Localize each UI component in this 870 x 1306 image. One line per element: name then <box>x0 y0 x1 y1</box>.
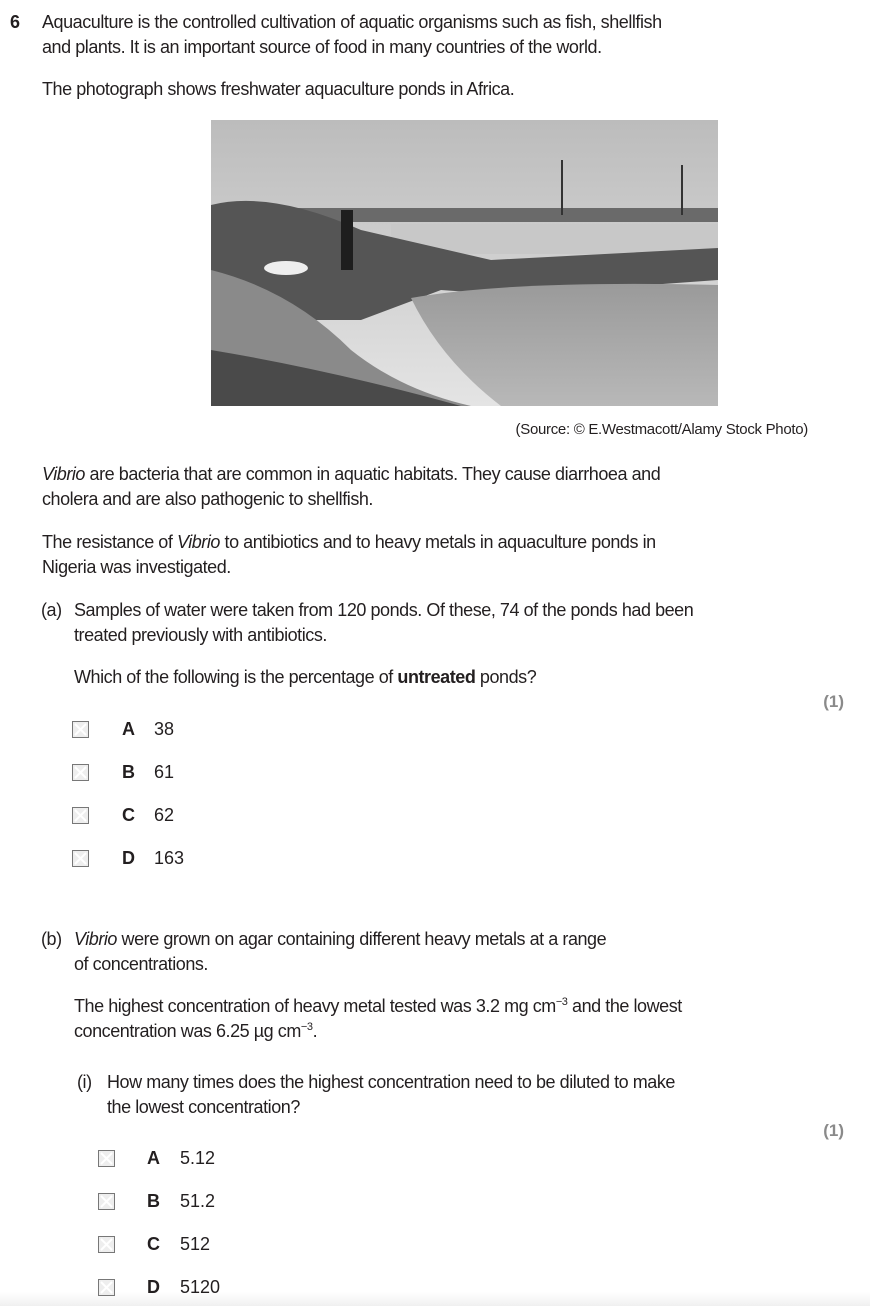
answer-option-d[interactable] <box>0 1275 400 1300</box>
answer-option-a[interactable] <box>0 717 400 742</box>
resistance-para-line-2: Nigeria was investigated. <box>42 557 231 577</box>
answer-checkbox[interactable] <box>98 1236 115 1253</box>
option-value: 163 <box>154 848 185 868</box>
sub-i-line-1: How many times does the highest concentration need to be diluted to make <box>107 1072 675 1092</box>
photo-intro: The photograph shows freshwater aquaculture ponds in Africa. <box>42 79 515 99</box>
answer-option-a[interactable] <box>0 1146 400 1171</box>
option-value: 62 <box>154 805 175 825</box>
cross-box-icon <box>73 722 88 737</box>
part-a-line-2: treated previously with antibiotics. <box>74 625 327 645</box>
option-value: 51.2 <box>180 1191 216 1211</box>
answer-option-c[interactable] <box>0 1232 400 1257</box>
option-letter: D <box>122 848 135 868</box>
part-a-marks: (1) <box>823 692 844 711</box>
part-b-label: (b) <box>41 929 62 949</box>
part-a-line-1: Samples of water were taken from 120 ponds. Of these, 74 of the ponds had been <box>74 600 694 620</box>
option-value: 5.12 <box>180 1148 216 1168</box>
cross-box-icon <box>99 1151 114 1166</box>
concentration-line-1: The highest concentration of heavy metal tested was 3.2 mg $cm^{-3}$ and the lowest <box>74 996 682 1016</box>
answer-checkbox[interactable] <box>72 850 89 867</box>
vibrio-para-line-2: cholera and are also pathogenic to shellfish. <box>42 489 373 509</box>
question-number: 6 <box>10 12 21 32</box>
part-a-question: Which of the following is the percentage of untreated ponds? <box>74 667 537 687</box>
option-letter: B <box>122 762 135 782</box>
intro-line-1: Aquaculture is the controlled cultivation of aquatic organisms such as fish, shellfish <box>42 12 662 32</box>
option-letter: C <box>122 805 135 825</box>
cross-box-icon <box>73 808 88 823</box>
part-a-label: (a) <box>41 600 62 620</box>
resistance-para-line-1: The resistance of Vibrio to antibiotics and to heavy metals in aquaculture ponds in <box>42 532 656 552</box>
answer-option-d[interactable] <box>0 846 400 871</box>
cross-box-icon <box>73 765 88 780</box>
cross-box-icon <box>99 1280 114 1295</box>
option-letter: C <box>147 1234 160 1254</box>
part-b-line-2: of concentrations. <box>74 954 208 974</box>
answer-option-c[interactable] <box>0 803 400 828</box>
vibrio-para-line-1: Vibrio are bacteria that are common in aquatic habitats. They cause diarrhoea and <box>42 464 661 484</box>
option-letter: A <box>122 719 135 739</box>
answer-option-b[interactable] <box>0 1189 400 1214</box>
answer-checkbox[interactable] <box>98 1279 115 1296</box>
option-value: 5120 <box>180 1277 221 1297</box>
answer-checkbox[interactable] <box>72 721 89 738</box>
option-value: 38 <box>154 719 175 739</box>
photo-source-credit: (Source: © E.Westmacott/Alamy Stock Photo) <box>515 421 808 438</box>
sub-i-marks: (1) <box>823 1121 844 1140</box>
option-letter: D <box>147 1277 160 1297</box>
cross-box-icon <box>99 1194 114 1209</box>
answer-checkbox[interactable] <box>98 1193 115 1210</box>
intro-line-2: and plants. It is an important source of food in many countries of the world. <box>42 37 602 57</box>
part-b-line-1: Vibrio were grown on agar containing different heavy metals at a range <box>74 929 607 949</box>
sub-i-line-2: the lowest concentration? <box>107 1097 300 1117</box>
cross-box-icon <box>99 1237 114 1252</box>
concentration-line-2: concentration was 6.25 µg $cm^{-3}$. <box>74 1021 318 1041</box>
answer-checkbox[interactable] <box>72 764 89 781</box>
option-value: 512 <box>180 1234 211 1254</box>
aquaculture-ponds-photo <box>211 120 718 406</box>
answer-checkbox[interactable] <box>72 807 89 824</box>
option-letter: B <box>147 1191 160 1211</box>
option-letter: A <box>147 1148 160 1168</box>
answer-checkbox[interactable] <box>98 1150 115 1167</box>
sub-i-label: (i) <box>77 1072 92 1092</box>
cross-box-icon <box>73 851 88 866</box>
answer-option-b[interactable] <box>0 760 400 785</box>
option-value: 61 <box>154 762 175 782</box>
